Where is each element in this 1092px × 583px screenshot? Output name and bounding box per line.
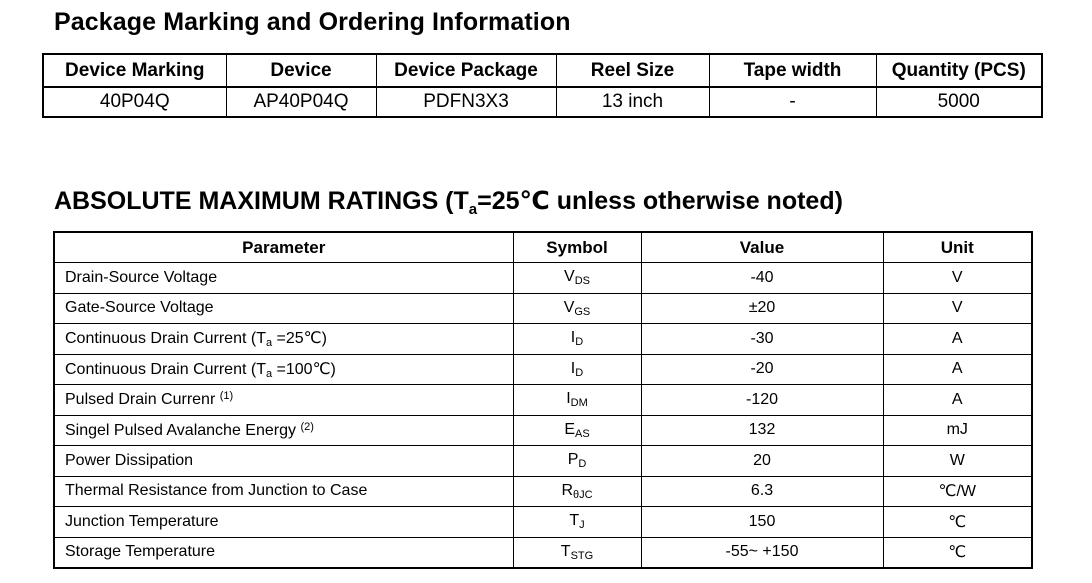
parameter-text: Continuous Drain Current (T [65,360,266,378]
ratings-row [54,293,1032,324]
ordering-row [43,87,1042,117]
parameter-text-post: =25℃) [272,330,327,348]
cell-tape-width: - [709,87,876,117]
ratings-row [54,537,1032,568]
symbol-subscript: STG [570,549,594,562]
cell-device-marking: 40P04Q [43,87,226,117]
symbol-main: I [566,390,571,408]
symbol-cell [513,446,641,477]
value-cell: ±20 [641,293,883,324]
header-value: Value [641,232,883,263]
symbol-subscript: DM [570,397,588,410]
symbol-main: I [570,359,576,377]
symbol-subscript: D [578,458,587,471]
symbol-cell [513,263,641,294]
unit-cell: A [883,354,1032,385]
header-unit: Unit [883,232,1032,263]
unit-cell: A [883,385,1032,416]
symbol-subscript: GS [574,305,591,318]
header-tape-width: Tape width [709,54,876,87]
unit-cell: ℃/W [883,476,1032,507]
ordering-header-row [43,54,1042,87]
header-parameter: Parameter [54,232,513,263]
value-cell: 150 [641,507,883,538]
footnote-ref: (2) [300,420,314,433]
cell-quantity: 5000 [876,87,1042,117]
header-quantity: Quantity (PCS) [876,54,1042,87]
symbol-main: R [561,481,573,499]
symbol-cell [513,293,641,324]
value-cell: 6.3 [641,476,883,507]
parameter-cell [54,293,513,324]
parameter-cell [54,476,513,507]
symbol-main: T [569,512,580,530]
header-device-marking: Device Marking [43,54,226,87]
value-cell: 20 [641,446,883,477]
ratings-row [54,263,1032,294]
symbol-cell [513,476,641,507]
ratings-row [54,446,1032,477]
parameter-cell [54,415,513,446]
ratings-row [54,324,1032,355]
ratings-header-row [54,232,1032,263]
unit-cell: ℃ [883,507,1032,538]
symbol-subscript: θJC [573,488,593,501]
ordering-title: Package Marking and Ordering Information [54,8,571,36]
symbol-subscript: D [575,366,584,379]
ratings-title [54,186,843,218]
symbol-cell [513,415,641,446]
symbol-main: P [567,451,579,469]
header-device: Device [226,54,376,87]
parameter-text: Continuous Drain Current (T [65,330,266,348]
parameter-text: Gate-Source Voltage [65,299,214,317]
parameter-cell [54,446,513,477]
parameter-text: Junction Temperature [65,512,219,530]
value-cell: -120 [641,385,883,416]
value-cell: -20 [641,354,883,385]
unit-cell: W [883,446,1032,477]
ratings-row [54,476,1032,507]
symbol-subscript: D [575,336,584,349]
symbol-subscript: J [579,519,585,532]
symbol-main: I [570,329,576,347]
ratings-table [53,231,1033,569]
ratings-title-pre: ABSOLUTE MAXIMUM RATINGS (T [54,187,469,215]
ratings-row [54,507,1032,538]
parameter-subscript: a [265,337,273,350]
parameter-text: Drain-Source Voltage [65,268,218,286]
symbol-main: E [564,420,575,438]
value-cell: -30 [641,324,883,355]
parameter-cell [54,354,513,385]
parameter-cell [54,385,513,416]
parameter-text: Storage Temperature [65,543,216,561]
parameter-subscript: a [265,367,273,380]
value-cell: -40 [641,263,883,294]
symbol-cell [513,354,641,385]
parameter-cell [54,324,513,355]
symbol-cell [513,324,641,355]
unit-cell: ℃ [883,537,1032,568]
parameter-cell [54,507,513,538]
cell-device: AP40P04Q [226,87,376,117]
symbol-main: T [560,542,571,560]
ordering-table [42,53,1043,118]
parameter-text: Thermal Resistance from Junction to Case [65,482,368,500]
symbol-subscript: DS [574,275,590,288]
unit-cell: V [883,263,1032,294]
parameter-text: Pulsed Drain Currenr [65,391,216,409]
parameter-cell [54,537,513,568]
symbol-cell [513,507,641,538]
symbol-main: V [563,298,575,316]
footnote-ref: (1) [219,390,234,403]
value-cell: 132 [641,415,883,446]
symbol-main: V [564,268,575,286]
symbol-cell [513,385,641,416]
unit-cell: V [883,293,1032,324]
header-symbol: Symbol [513,232,641,263]
cell-device-package: PDFN3X3 [376,87,556,117]
parameter-text: Singel Pulsed Avalanche Energy [65,421,296,439]
symbol-subscript: AS [574,427,590,440]
parameter-text: Power Dissipation [65,451,194,469]
unit-cell: A [883,324,1032,355]
value-cell: -55~ +150 [641,537,883,568]
unit-cell: mJ [883,415,1032,446]
ratings-title-post: =25℃ unless otherwise noted) [477,187,843,215]
cell-reel-size: 13 inch [556,87,709,117]
header-device-package: Device Package [376,54,556,87]
ratings-row [54,385,1032,416]
header-reel-size: Reel Size [556,54,709,87]
ratings-row [54,354,1032,385]
symbol-cell [513,537,641,568]
ratings-title-sub: a [468,201,478,218]
ratings-row [54,415,1032,446]
parameter-cell [54,263,513,294]
parameter-text-post: =100℃) [272,360,336,378]
